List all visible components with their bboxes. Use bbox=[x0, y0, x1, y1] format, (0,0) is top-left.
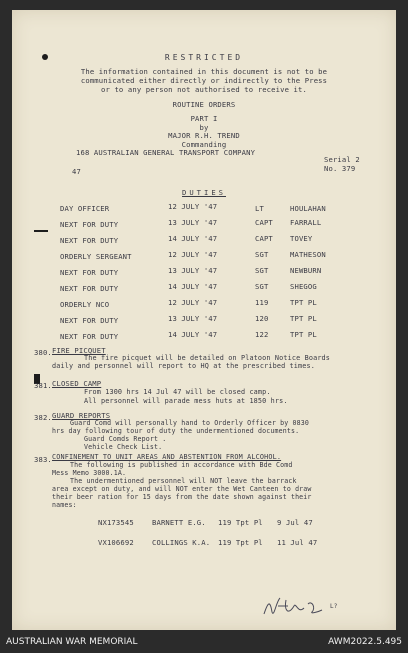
duty-role: NEXT FOR DUTY bbox=[60, 236, 119, 245]
unit-name: 168 AUSTRALIAN GENERAL TRANSPORT COMPANY bbox=[76, 148, 256, 157]
accession-number: AWM2022.5.495 bbox=[328, 637, 402, 647]
duty-role: NEXT FOR DUTY bbox=[60, 284, 119, 293]
section-line: Vehicle Check List. bbox=[84, 443, 163, 451]
section-line: The undermentioned personnel will NOT leave the barrack bbox=[70, 477, 297, 485]
duty-role: ORDERLY NCO bbox=[60, 300, 110, 309]
section-line: All personnel will parade mess huts at 1850 hrs. bbox=[84, 397, 288, 405]
institution-label: AUSTRALIAN WAR MEMORIAL bbox=[6, 637, 138, 647]
section-line: From 1300 hrs 14 Jul 47 will be closed camp. bbox=[84, 388, 271, 396]
section-line: names: bbox=[52, 501, 77, 509]
duty-date: 14 JULY '47 bbox=[168, 330, 218, 339]
duty-name: TPT PL bbox=[290, 330, 317, 339]
duty-date: 12 JULY '47 bbox=[168, 202, 218, 211]
section-line: area except on duty, and will NOT enter the Wet Canteen to draw bbox=[52, 485, 312, 493]
duty-rank: 119 bbox=[255, 298, 269, 307]
duty-date: 13 JULY '47 bbox=[168, 314, 218, 323]
warning-line-3: or to any person not authorised to receive it. bbox=[101, 85, 307, 94]
person-date: 9 Jul 47 bbox=[277, 518, 313, 527]
commanding-label: Commanding bbox=[181, 140, 227, 149]
section-title: GUARD REPORTS bbox=[52, 411, 111, 420]
duty-name: NEWBURN bbox=[290, 266, 322, 275]
warning-line-2: communicated either directly or indirectly to the Press bbox=[80, 76, 328, 85]
duty-date: 12 JULY '47 bbox=[168, 298, 218, 307]
section-line: hrs day following tour of duty the undermentioned documents. bbox=[52, 427, 300, 435]
section-number: 382. bbox=[34, 413, 52, 422]
order-number: No. 379 bbox=[324, 164, 356, 173]
duty-role: NEXT FOR DUTY bbox=[60, 316, 119, 325]
duty-rank: LT bbox=[255, 204, 264, 213]
serial-number: Serial 2 bbox=[324, 155, 360, 164]
by-label: by bbox=[199, 123, 209, 132]
person-name: COLLINGS K.A. bbox=[152, 538, 211, 547]
duty-rank: CAPT bbox=[255, 234, 273, 243]
footer-bar bbox=[0, 630, 408, 653]
duty-role: NEXT FOR DUTY bbox=[60, 220, 119, 229]
section-number: 383. bbox=[34, 455, 52, 464]
person-date: 11 Jul 47 bbox=[277, 538, 318, 547]
signature-initials: L? bbox=[330, 603, 338, 610]
person-unit: 119 Tpt Pl bbox=[218, 518, 263, 527]
duty-date: 12 JULY '47 bbox=[168, 250, 218, 259]
section-title: CONFINEMENT TO UNIT AREAS AND ABSTENTION FROM ALCOHOL. bbox=[52, 453, 282, 461]
duty-date: 13 JULY '47 bbox=[168, 266, 218, 275]
duty-name: HOULAHAN bbox=[290, 204, 326, 213]
warning-line-1: The information contained in this document is not to be bbox=[80, 67, 328, 76]
section-line: The fire picquet will be detailed on Platoon Notice Boards bbox=[84, 354, 331, 362]
duty-rank: 122 bbox=[255, 330, 269, 339]
person-unit: 119 Tpt Pl bbox=[218, 538, 263, 547]
duty-rank: 120 bbox=[255, 314, 269, 323]
duty-role: DAY OFFICER bbox=[60, 204, 110, 213]
classification: RESTRICTED bbox=[164, 53, 244, 62]
duty-role: NEXT FOR DUTY bbox=[60, 268, 119, 277]
document-page bbox=[12, 10, 396, 630]
reference-number: 47 bbox=[72, 167, 81, 176]
duty-rank: SGT bbox=[255, 250, 269, 259]
duty-name: FARRALL bbox=[290, 218, 322, 227]
duty-rank: SGT bbox=[255, 266, 269, 275]
duty-rank: CAPT bbox=[255, 218, 273, 227]
duties-title: DUTIES bbox=[182, 188, 226, 197]
section-line: Mess Memo 3000.1A. bbox=[52, 469, 127, 477]
duty-name: SHEGOG bbox=[290, 282, 317, 291]
duty-rank: SGT bbox=[255, 282, 269, 291]
binding-mark bbox=[34, 230, 48, 232]
officer-name: MAJOR R.H. TREND bbox=[168, 131, 240, 140]
section-line: their beer ration for 15 days from the date shown against their bbox=[52, 493, 312, 501]
service-number: NX173545 bbox=[98, 518, 134, 527]
section-line: Guard Comd will personally hand to Orderly Officer by 0830 bbox=[70, 419, 309, 427]
orders-title: ROUTINE ORDERS bbox=[172, 100, 236, 109]
section-title: FIRE PICQUET bbox=[52, 346, 106, 355]
duty-date: 13 JULY '47 bbox=[168, 218, 218, 227]
duty-role: ORDERLY SERGEANT bbox=[60, 252, 132, 261]
duty-role: NEXT FOR DUTY bbox=[60, 332, 119, 341]
section-line: The following is published in accordance with Bde Comd bbox=[70, 461, 293, 469]
section-line: daily and personnel will report to HQ at the prescribed times. bbox=[52, 362, 316, 370]
person-name: BARNETT E.G. bbox=[152, 518, 206, 527]
part-label: PART I bbox=[190, 114, 218, 123]
duty-name: TPT PL bbox=[290, 314, 317, 323]
section-number: 381. bbox=[34, 381, 52, 390]
service-number: VX106692 bbox=[98, 538, 134, 547]
section-number: 380. bbox=[34, 348, 52, 357]
duty-name: MATHESON bbox=[290, 250, 326, 259]
section-line: Guard Comds Report . bbox=[84, 435, 167, 443]
duty-date: 14 JULY '47 bbox=[168, 282, 218, 291]
section-title: CLOSED CAMP bbox=[52, 379, 102, 388]
duty-name: TPT PL bbox=[290, 298, 317, 307]
duty-name: TOVEY bbox=[290, 234, 313, 243]
duty-date: 14 JULY '47 bbox=[168, 234, 218, 243]
